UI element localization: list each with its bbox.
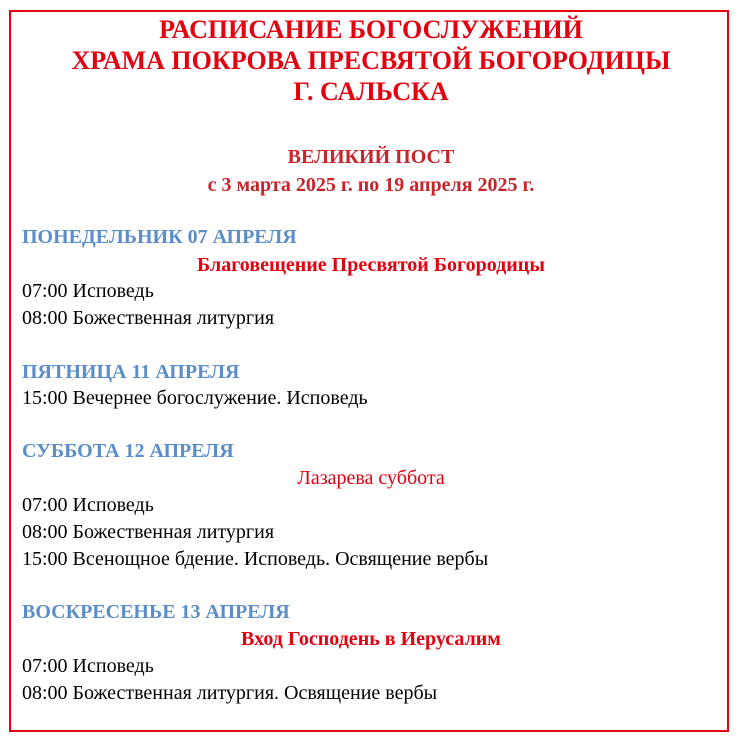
service-line: 15:00 Всенощное бдение. Исповедь. Освящение вербы xyxy=(22,548,489,570)
day-heading-monday: ПОНЕДЕЛЬНИК 07 АПРЕЛЯ xyxy=(22,226,297,248)
service-line: 07:00 Исповедь xyxy=(22,280,154,302)
service-line: 15:00 Вечернее богослужение. Исповедь xyxy=(22,387,368,409)
day-heading-sunday: ВОСКРЕСЕНЬЕ 13 АПРЕЛЯ xyxy=(22,601,290,623)
service-line: 08:00 Божественная литургия xyxy=(22,521,275,543)
feast-entry-into-jerusalem: Вход Господень в Иерусалим xyxy=(241,628,501,650)
title-line-2: ХРАМА ПОКРОВА ПРЕСВЯТОЙ БОГОРОДИЦЫ xyxy=(71,46,671,75)
title-line-3: Г. САЛЬСКА xyxy=(293,77,449,106)
day-heading-friday: ПЯТНИЦА 11 АПРЕЛЯ xyxy=(22,361,240,383)
service-line: 08:00 Божественная литургия xyxy=(22,307,275,329)
service-line: 08:00 Божественная литургия. Освящение вербы xyxy=(22,682,438,704)
day-heading-saturday: СУББОТА 12 АПРЕЛЯ xyxy=(22,440,234,462)
feast-annunciation: Благовещение Пресвятой Богородицы xyxy=(197,254,545,276)
service-line: 07:00 Исповедь xyxy=(22,494,154,516)
period-dates: с 3 марта 2025 г. по 19 апреля 2025 г. xyxy=(207,174,535,196)
service-line: 07:00 Исповедь xyxy=(22,655,154,677)
title-line-1: РАСПИСАНИЕ БОГОСЛУЖЕНИЙ xyxy=(159,15,583,44)
feast-lazarus-saturday: Лазарева суббота xyxy=(297,467,445,489)
period-name: ВЕЛИКИЙ ПОСТ xyxy=(287,146,455,168)
